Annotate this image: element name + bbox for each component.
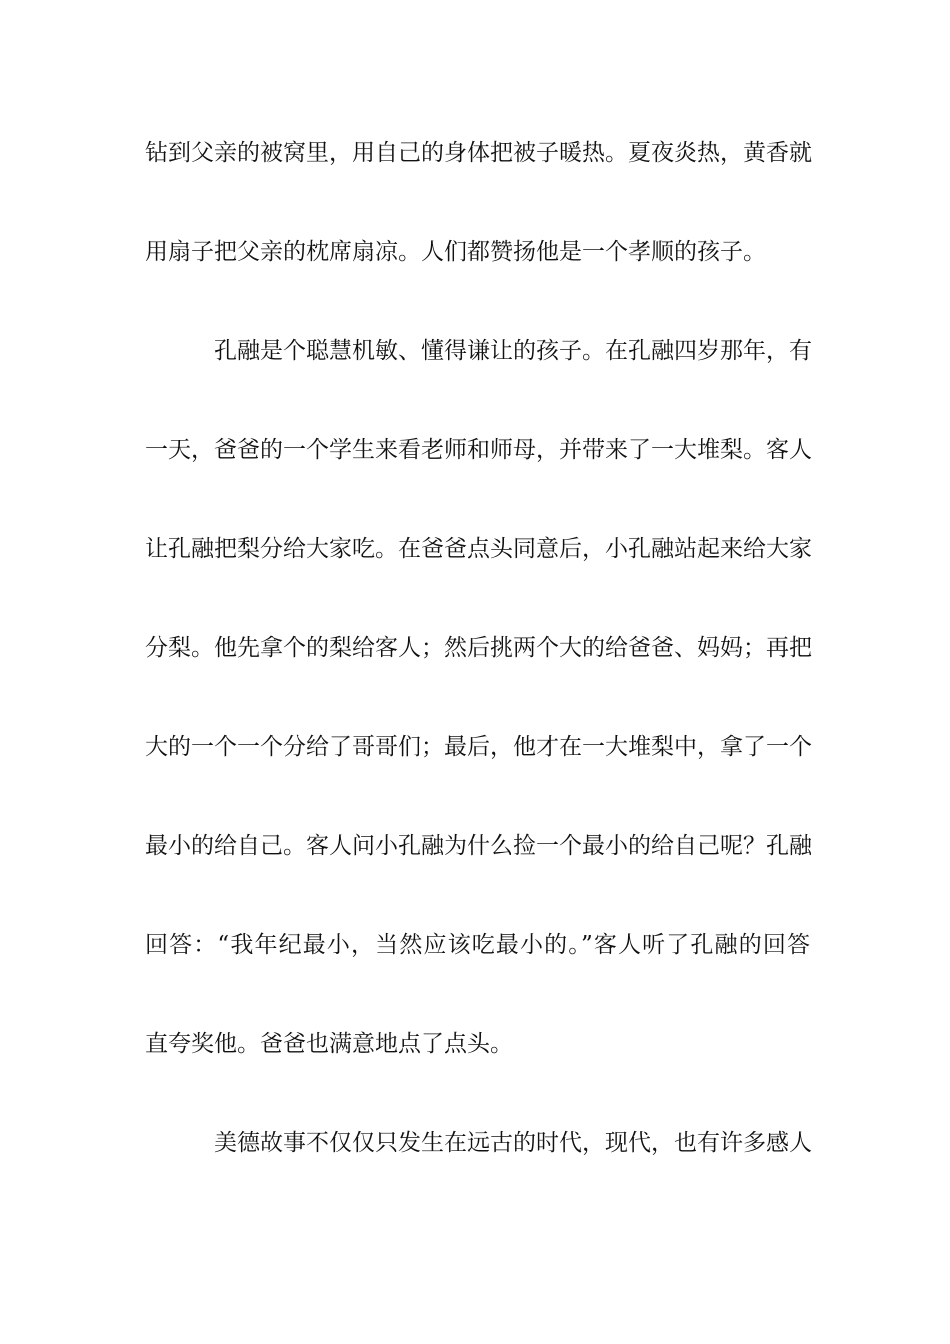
paragraph-first-line: 美德故事不仅仅只发生在远古的时代，现代，也有许多感人: [214, 1130, 812, 1156]
text-line: 最小的给自己。客人问小孔融为什么捡一个最小的给自己呢？孔融: [145, 833, 812, 859]
text-line: 钻到父亲的被窝里，用自己的身体把被子暖热。夏夜炎热，黄香就: [145, 140, 812, 166]
text-line: 回答：“我年纪最小，当然应该吃最小的。”客人听了孔融的回答: [145, 932, 810, 958]
paragraph-first-line: 孔融是个聪慧机敏、懂得谦让的孩子。在孔融四岁那年，有: [214, 338, 812, 364]
text-line: 一天，爸爸的一个学生来看老师和师母，并带来了一大堆梨。客人: [145, 437, 812, 463]
text-line: 用扇子把父亲的枕席扇凉。人们都赞扬他是一个孝顺的孩子。: [145, 239, 766, 265]
text-line: 分梨。他先拿个的梨给客人；然后挑两个大的给爸爸、妈妈；再把: [145, 635, 812, 661]
text-line: 大的一个一个分给了哥哥们；最后，他才在一大堆梨中，拿了一个: [145, 734, 812, 760]
text-line: 让孔融把梨分给大家吃。在爸爸点头同意后，小孔融站起来给大家: [145, 536, 812, 562]
text-line: 直夸奖他。爸爸也满意地点了点头。: [145, 1031, 513, 1057]
